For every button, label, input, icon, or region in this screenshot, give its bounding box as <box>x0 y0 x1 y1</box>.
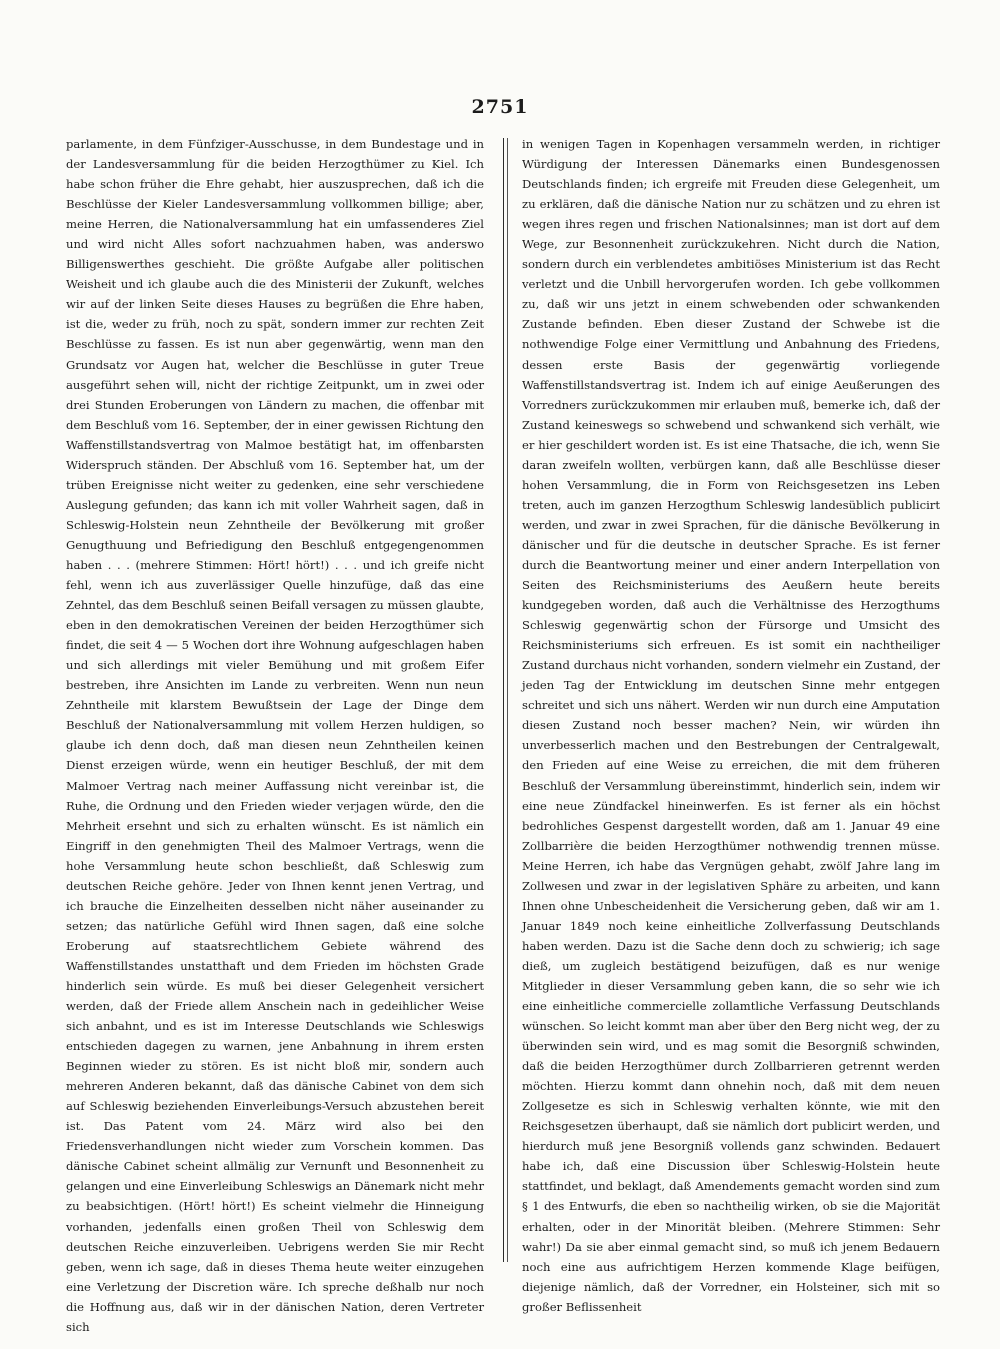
right-column-text: in wenigen Tagen in Kopenhagen versammeln werden, in richtiger Würdigung der Interessen Dänemarks einen Bundesgenossen Deutschlands finden; ich ergreife mit Freuden diese Gelegenheit, um zu erklären, daß die dänische Nation nur zu schätzen und zu ehren ist wegen ihres regen und frischen Nationalsinnes; man ist dort auf dem Wege, zur Besonnenheit zurückzukehren. Nicht durch die Nation, sondern durch ein verblendetes ambitiöses Ministerium ist das Recht verletzt und die Unbill hervorgerufen worden. Ich gebe vollkommen zu, daß wir uns jetzt in einem schwebenden oder schwankenden Zustande befinden. Eben dieser Zustand der Schwebe ist die nothwendige Folge einer Vermittlung und Anbahnung des Friedens, dessen erste Basis der gegenwärtig vorliegende Waffenstillstandsvertrag ist. Indem ich auf einige Aeußerungen des Vorredners zurückzukommen mir erlauben muß, bemerke ich, daß der Zustand keineswegs so schwebend und schwankend sich verhält, wie er hier geschildert worden ist. Es ist eine Thatsache, die ich, wenn Sie daran zweifeln wollten, verbürgen kann, daß alle Beschlüsse dieser hohen Versammlung, die in Form von Reichsgesetzen ins Leben treten, auch im ganzen Herzogthum Schleswig landesüblich publicirt werden, und zwar in zwei Sprachen, für die dänische Bevölkerung in dänischer und für die deutsche in deutscher Sprache. Es ist ferner durch die Beantwortung meiner und einer andern Interpellation von Seiten des Reichsministeriums des Aeußern heute bereits kundgegeben worden, daß auch die Verhältnisse des Herzogthums Schleswig gegenwärtig schon der Fürsorge und Umsicht des Reichsministeriums sich erfreuen. Es ist somit ein nachtheiliger Zustand durchaus nicht vorhanden, sondern vielmehr ein Zustand, der jeden Tag der Entwicklung im deutschen Sinne mehr entgegen schreitet und sich uns nähert. Werden wir nun durch eine Amputation diesen Zustand noch besser machen? Nein, wir würden ihn unverbesserlich machen und den Bestrebungen der Centralgewalt, den Frieden auf eine Weise zu erreichen, die mit dem früheren Beschluß der Versammlung übereinstimmt, hinderlich sein, indem wir eine neue Zündfackel hineinwerfen. Es ist ferner als ein höchst bedrohliches Gespenst dargestellt worden, daß am 1. Januar 49 eine Zollbarrière die beiden Herzogthümer nothwendig trennen müsse. Meine Herren, ich habe das Vergnügen gehabt, zwölf Jahre lang im Zollwesen und zwar in der legislativen Sphäre zu arbeiten, und kann Ihnen ohne Unbescheidenheit die Versicherung geben, daß wir am 1. Januar 1849 noch keine einheitliche Zollverfassung Deutschlands haben werden. Dazu ist die Sache denn doch zu schwierig; ich sage dieß, um zugleich bestätigend beizufügen, daß es nur wenige Mitglieder in dieser Versammlung geben kann, die so sehr wie ich eine einheitliche commercielle zollamtliche Verfassung Deutschlands wünschen. So leicht kommt man aber über den Berg nicht weg, der zu überwinden sein wird, und es mag somit die Besorgniß schwinden, daß die beiden Herzogthümer durch Zollbarrieren getrennt werden möchten. Hierzu kommt dann ohnehin noch, daß mit dem neuen Zollgesetze es sich in Schleswig verhalten könnte, wie mit den Reichsgesetzen überhaupt, daß sie nämlich dort publicirt werden, und hierdurch muß jene Besorgniß vollends ganz schwinden. Bedauert habe ich, daß eine Discussion über Schleswig-Holstein heute stattfindet, und beklagt, daß Amendements gemacht worden sind zum § 1 des Entwurfs, die eben so nachtheilig wirken, ob sie die Majorität erhalten, oder in der Minorität bleiben. (Mehrere Stimmen: Sehr wahr!) Da sie aber einmal gemacht sind, so muß ich jenem Bedauern noch eine aus aufrichtigem Herzen kommende Klage beifügen, diejenige nämlich, daß der Vorredner, ein Holsteiner, sich mit so großer Beflissenheit <box>522 137 940 1314</box>
page-number: 2751 <box>471 96 529 118</box>
column-divider-inner <box>507 138 508 1262</box>
left-column <box>66 134 484 1334</box>
column-divider <box>503 138 504 1262</box>
right-column <box>522 134 940 1314</box>
left-column-text: parlamente, in dem Fünfziger-Ausschusse, in dem Bundestage und in der Landesversammlung für die beiden Herzogthümer zu Kiel. Ich habe schon früher die Ehre gehabt, hier auszusprechen, daß ich die Beschlüsse der Kieler Landesversammlung vollkommen billige; aber, meine Herren, die Nationalversammlung hat ein umfassenderes Ziel und wird nicht Alles sofort nachzuahmen haben, was anderswo Billigenswerthes geschieht. Die größte Aufgabe aller politischen Weisheit und ich glaube auch die des Ministerii der Zukunft, welches wir auf der linken Seite dieses Hauses zu begrüßen die Ehre haben, ist die, weder zu früh, noch zu spät, sondern immer zur rechten Zeit Beschlüsse zu fassen. Es ist nun aber gegenwärtig, wenn man den Grundsatz vor Augen hat, welcher die Beschlüsse in guter Treue ausgeführt sehen will, nicht der richtige Zeitpunkt, um in zwei oder drei Stunden Eroberungen von Ländern zu machen, die offenbar mit dem Beschluß vom 16. September, der in einer gewissen Richtung den Waffenstillstandsvertrag von Malmoe bestätigt hat, im offenbarsten Widerspruch ständen. Der Abschluß vom 16. September hat, um der trüben Ereignisse nicht weiter zu gedenken, eine sehr verschiedene Auslegung gefunden; das kann ich mit voller Wahrheit sagen, daß in Schleswig-Holstein neun Zehntheile der Bevölkerung mit großer Genugthuung und Befriedigung den Beschluß entgegengenommen haben . . . (mehrere Stimmen: Hört! hört!) . . . und ich greife nicht fehl, wenn ich aus zuverlässiger Quelle hinzufüge, daß das eine Zehntel, das dem Beschluß seinen Beifall versagen zu müssen glaubte, eben in den demokratischen Vereinen der beiden Herzogthümer sich findet, die seit 4 — 5 Wochen dort ihre Wohnung aufgeschlagen haben und sich allerdings mit vieler Bemühung und mit großem Eifer bestreben, ihre Ansichten im Lande zu verbreiten. Wenn nun neun Zehntheile mit klarstem Bewußtsein der Lage der Dinge dem Beschluß der Nationalversammlung mit vollem Herzen huldigen, so glaube ich denn doch, daß man diesen neun Zehntheilen keinen Dienst erzeigen würde, wenn ein heutiger Beschluß, der mit dem Malmoer Vertrag nach meiner Auffassung nicht vereinbar ist, die Ruhe, die Ordnung und den Frieden wieder verjagen würde, den die Mehrheit ersehnt und sich zu erhalten wünscht. Es ist nämlich ein Eingriff in den genehmigten Theil des Malmoer Vertrags, wenn die hohe Versammlung heute schon beschließt, daß Schleswig zum deutschen Reiche gehöre. Jeder von Ihnen kennt jenen Vertrag, und ich brauche die Einzelheiten desselben nicht näher auseinander zu setzen; das natürliche Gefühl wird Ihnen sagen, daß eine solche Eroberung auf staatsrechtlichem Gebiete während des Waffenstillstandes unstatthaft und dem Frieden im höchsten Grade hinderlich sein würde. Es muß bei dieser Gelegenheit versichert werden, daß der Friede allem Anschein nach in gedeihlicher Weise sich anbahnt, und es ist im Interesse Deutschlands wie Schleswigs entschieden dagegen zu warnen, jene Anbahnung in ihrem ersten Beginnen wieder zu stören. Es ist nicht bloß mir, sondern auch mehreren Anderen bekannt, daß das dänische Cabinet von dem sich auf Schleswig beziehenden Einverleibungs-Versuch abzustehen bereit ist. Das Patent vom 24. März wird also bei den Friedensverhandlungen nicht wieder zum Vorschein kommen. Das dänische Cabinet scheint allmälig zur Vernunft und Besonnenheit zu gelangen und eine Einverleibung Schleswigs an Dänemark nicht mehr zu beabsichtigen. (Hört! hört!) Es scheint vielmehr die Hinneigung vorhanden, jedenfalls einen großen Theil von Schleswig dem deutschen Reiche einzuverleiben. Uebrigens werden Sie mir Recht geben, wenn ich sage, daß in dieses Thema heute weiter einzugehen eine Verletzung der Discretion wäre. Ich spreche deßhalb nur noch die Hoffnung aus, daß wir in der dänischen Nation, deren Vertreter sich <box>66 137 484 1334</box>
